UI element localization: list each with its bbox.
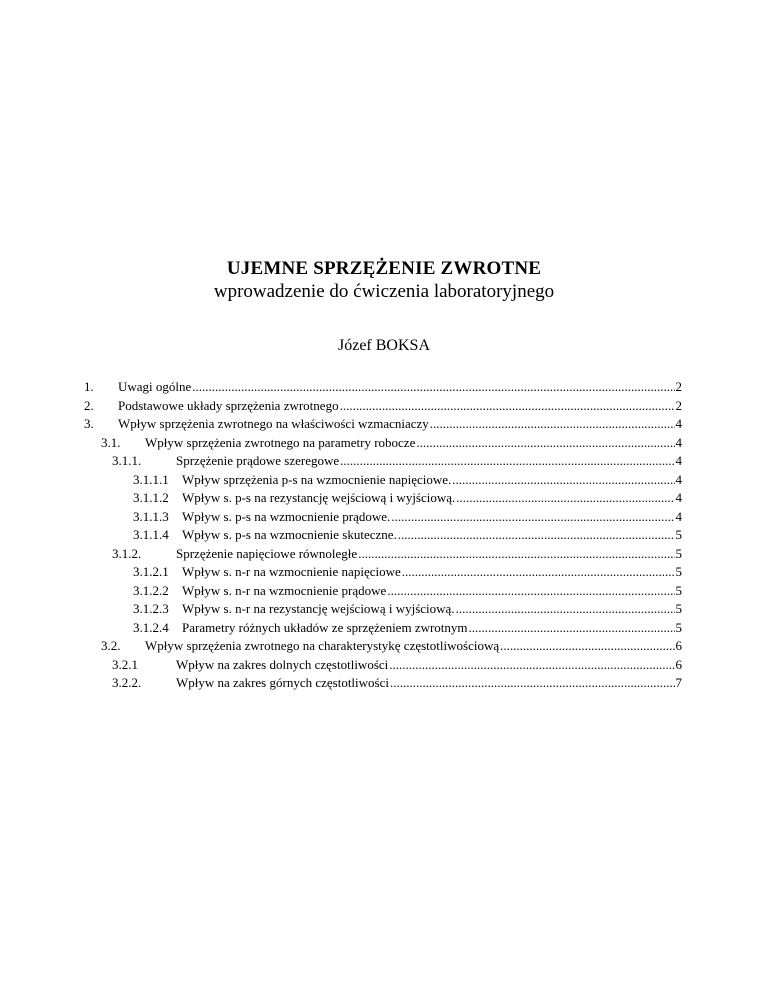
toc-leader-dots (390, 674, 675, 693)
toc-entry-page: 4 (675, 453, 682, 468)
toc-entry-number: 3. (84, 416, 94, 431)
toc-entry-number: 3.1.2.4 (133, 619, 169, 635)
toc-entry-title: Uwagi ogólne (118, 379, 192, 394)
toc-entry-number: 1. (84, 379, 94, 394)
toc-leader-dots (387, 582, 674, 601)
toc-entry-title: Wpływ sprzężenia zwrotnego na właściwości wzmacniaczy (118, 416, 429, 431)
toc-entry-page: 5 (675, 582, 682, 598)
table-of-contents (84, 378, 682, 693)
toc-leader-dots (340, 397, 675, 416)
toc-leader-dots (456, 600, 675, 619)
toc-entry-page: 4 (675, 416, 682, 431)
toc-entry-title: Wpływ s. n-r na wzmocnienie napięciowe (182, 564, 401, 579)
toc-entry-page: 4 (675, 490, 682, 505)
toc-entry-title: Wpływ s. p-s na rezystancję wejściową i wyjściową. (182, 490, 456, 505)
toc-leader-dots (192, 378, 674, 397)
toc-entry-title: Sprzężenie prądowe szeregowe (176, 453, 340, 468)
toc-entry[interactable] (84, 637, 682, 656)
toc-leader-dots (340, 452, 674, 471)
toc-leader-dots (500, 637, 674, 656)
toc-entry-title: Wpływ s. p-s na wzmocnienie prądowe. (182, 508, 391, 524)
toc-leader-dots (358, 545, 674, 564)
toc-entry-title: Sprzężenie napięciowe równoległe (176, 545, 358, 561)
toc-entry-number: 2. (84, 397, 94, 413)
toc-entry-title: Wpływ na zakres górnych częstotliwości (176, 675, 389, 690)
toc-entry-page: 5 (675, 619, 682, 635)
toc-entry-number: 3.1.2. (112, 545, 142, 561)
toc-leader-dots (469, 619, 675, 638)
toc-entry[interactable] (84, 600, 682, 619)
toc-entry-number: 3.2.2. (112, 675, 142, 690)
toc-entry-page: 5 (675, 601, 682, 616)
toc-entry[interactable] (84, 563, 682, 582)
toc-entry-number: 3.1.1. (112, 453, 142, 468)
toc-entry-title: Wpływ s. p-s na wzmocnienie skuteczne. (182, 527, 397, 542)
toc-leader-dots (402, 563, 675, 582)
toc-entry-page: 4 (675, 434, 682, 450)
toc-entry[interactable] (84, 656, 682, 675)
toc-entry-title: Wpływ na zakres dolnych częstotliwości (176, 656, 389, 672)
document-title: UJEMNE SPRZĘŻENIE ZWROTNE (226, 258, 542, 279)
toc-entry-page: 4 (675, 471, 682, 487)
toc-entry-number: 3.1.1.1 (133, 471, 169, 487)
toc-entry-page: 2 (675, 397, 682, 413)
toc-entry-number: 3.1.1.3 (133, 508, 169, 524)
toc-leader-dots (391, 508, 674, 527)
toc-entry[interactable] (84, 526, 682, 545)
toc-entry-number: 3.2.1 (112, 656, 138, 672)
toc-entry[interactable] (84, 471, 682, 490)
toc-leader-dots (389, 656, 674, 675)
toc-entry-title: Wpływ s. n-r na rezystancję wejściową i wyjściową. (182, 601, 455, 616)
toc-entry[interactable] (84, 674, 682, 693)
toc-entry[interactable] (84, 434, 682, 453)
toc-entry-page: 6 (675, 656, 682, 672)
toc-entry-title: Wpływ sprzężenia zwrotnego na charakterystykę częstotliwościową (145, 638, 500, 653)
toc-entry[interactable] (84, 545, 682, 564)
toc-entry[interactable] (84, 415, 682, 434)
toc-entry[interactable] (84, 397, 682, 416)
toc-entry-page: 4 (675, 508, 682, 524)
toc-entry-number: 3.1.2.1 (133, 564, 169, 579)
toc-leader-dots (456, 489, 674, 508)
toc-entry[interactable] (84, 582, 682, 601)
document-author: Józef BOKSA (338, 337, 430, 354)
toc-entry[interactable] (84, 452, 682, 471)
document-subtitle: wprowadzenie do ćwiczenia laboratoryjnego (213, 281, 555, 302)
toc-entry-title: Podstawowe układy sprzężenia zwrotnego (118, 397, 339, 413)
toc-entry-page: 5 (675, 527, 682, 542)
toc-entry-number: 3.1.1.4 (133, 527, 169, 542)
toc-entry[interactable] (84, 508, 682, 527)
toc-leader-dots (398, 526, 675, 545)
toc-leader-dots (430, 415, 675, 434)
toc-leader-dots (416, 434, 674, 453)
toc-entry[interactable] (84, 489, 682, 508)
toc-entry-page: 2 (675, 379, 682, 394)
toc-entry-title: Wpływ sprzężenia p-s na wzmocnienie napięciowe. (182, 471, 452, 487)
toc-entry-page: 5 (675, 564, 682, 579)
toc-entry-page: 6 (675, 638, 682, 653)
toc-entry[interactable] (84, 378, 682, 397)
toc-entry-title: Wpływ sprzężenia zwrotnego na parametry robocze (145, 434, 416, 450)
toc-entry-number: 3.1.2.2 (133, 582, 169, 598)
toc-entry[interactable] (84, 619, 682, 638)
toc-entry-number: 3.1.1.2 (133, 490, 169, 505)
toc-entry-number: 3.1.2.3 (133, 601, 169, 616)
toc-entry-page: 7 (675, 675, 682, 690)
toc-entry-number: 3.1. (101, 434, 121, 450)
toc-entry-title: Parametry różnych układów ze sprzężeniem zwrotnym (182, 619, 468, 635)
toc-entry-number: 3.2. (101, 638, 121, 653)
toc-entry-title: Wpływ s. n-r na wzmocnienie prądowe (182, 582, 387, 598)
toc-leader-dots (452, 471, 674, 490)
toc-entry-page: 5 (675, 545, 682, 561)
